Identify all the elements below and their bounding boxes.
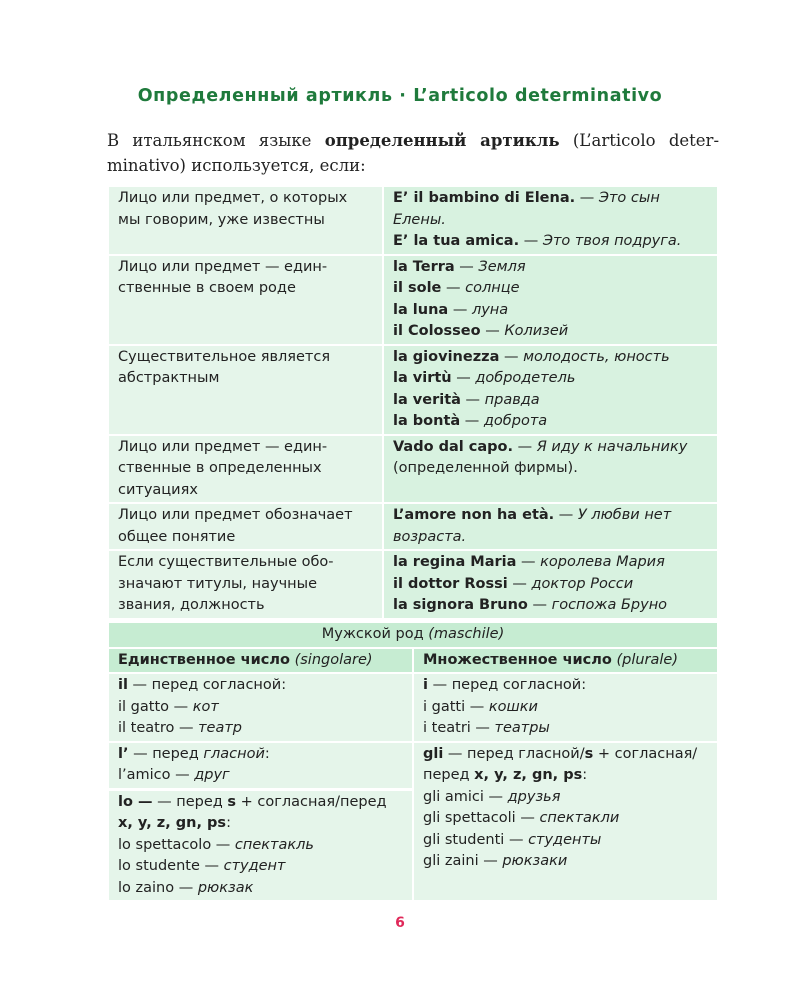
example-line: il Colosseo — Колизей: [393, 323, 569, 339]
page-title: Определенный артикль · L’articolo determinativo: [137, 86, 663, 106]
singular-l-lo-cell: [108, 742, 413, 902]
rule-line: l’ — перед гласной:: [118, 745, 270, 762]
example-line: i teatri — театры: [423, 720, 550, 736]
examples-cell: [383, 503, 718, 550]
masculine-header: Мужской род (maschile): [108, 622, 718, 648]
example-line: Vado dal capo. — Я иду к начальнику: [393, 438, 688, 455]
examples-cell: [383, 255, 718, 345]
example-line: gli spettacoli — спектакли: [423, 810, 620, 826]
condition-cell: Существительное является абстрактным: [108, 345, 383, 435]
table-row: [108, 550, 718, 619]
table-header-row: [108, 622, 718, 648]
example-line: gli amici — друзья: [423, 788, 561, 805]
example-line: la luna — луна: [393, 301, 509, 318]
table-row: [108, 345, 718, 435]
example-line: il teatro — театр: [118, 720, 242, 736]
table-header-row: [108, 648, 718, 674]
condition-cell: Лицо или предмет — единственные в определенных ситуациях: [108, 435, 383, 504]
example-line: la regina Maria — королева Мария: [393, 554, 665, 570]
example-line: il dottor Rossi — доктор Росси: [393, 575, 634, 592]
rule-line: il — перед согласной:: [118, 677, 287, 693]
table-row: [108, 503, 718, 550]
example-line: il sole — солнце: [393, 280, 520, 296]
examples-cell: [383, 186, 718, 255]
condition-cell: Если существительные обозначают титулы, научные звания, должность: [108, 550, 383, 619]
condition-cell: Лицо или предмет — единственные в своем роде: [108, 255, 383, 345]
table-row: [108, 186, 718, 255]
rule-line: gli — перед гласной/s + согласная/ перед x, y, z, gn, ps:: [423, 745, 698, 783]
example-line: l’amico — друг: [118, 767, 230, 783]
example-line: gli zaini — рюкзаки: [423, 853, 568, 869]
rule-line: lo — — перед s + согласная/перед x, y, z, gn, ps:: [118, 793, 387, 831]
table-row: [108, 435, 718, 504]
plural-column-header: Множественное число (plurale): [413, 648, 718, 674]
examples-cell: [383, 550, 718, 619]
condition-cell: Лицо или предмет, о которых мы говорим, уже известны: [108, 186, 383, 255]
example-line: lo zaino — рюкзак: [118, 879, 254, 896]
table-row: [108, 255, 718, 345]
example-line: la signora Bruno — госпожа Бруно: [393, 597, 668, 613]
example-line: la verità — правда: [393, 391, 540, 408]
singular-il-cell: [108, 673, 413, 742]
example-line: lo studente — студент: [118, 858, 286, 874]
example-line: L’amore non ha età. — У любви нет возраста.: [393, 507, 672, 545]
table-row: [108, 742, 718, 902]
example-line: lo spettacolo — спектакль: [118, 836, 314, 853]
lo-rule-block: [109, 791, 412, 901]
example-line: E’ il bambino di Elena. — Это сын Елены.: [393, 190, 660, 228]
example-line: i gatti — кошки: [423, 698, 538, 715]
example-line: la Terra — Земля: [393, 258, 526, 275]
example-line: la virtù — добродетель: [393, 370, 576, 386]
example-line: E’ la tua amica. — Это твоя подруга.: [393, 233, 682, 249]
rule-line: i — перед согласной:: [423, 677, 587, 693]
plural-i-cell: [413, 673, 718, 742]
page-number: 6: [395, 915, 405, 931]
example-line: la giovinezza — молодость, юность: [393, 348, 670, 365]
example-note: (определенной фирмы).: [393, 460, 578, 476]
example-line: la bontà — доброта: [393, 413, 548, 429]
plural-gli-cell: [413, 742, 718, 902]
example-line: gli studenti — студенты: [423, 831, 602, 848]
table-row: [108, 673, 718, 742]
masculine-article-table: [107, 621, 719, 902]
example-line: il gatto — кот: [118, 698, 219, 715]
usage-table: [107, 185, 719, 620]
examples-cell: [383, 345, 718, 435]
intro-bold-term: определенный артикль: [324, 131, 560, 150]
condition-cell: Лицо или предмет обозначает общее понятие: [108, 503, 383, 550]
l-rule-block: [109, 743, 412, 791]
examples-cell: [383, 435, 718, 504]
intro-paragraph: В итальянском языке определенный артикль (L’articolo determinativo) используется, если:: [107, 131, 720, 175]
singular-column-header: Единственное число (singolare): [108, 648, 413, 674]
